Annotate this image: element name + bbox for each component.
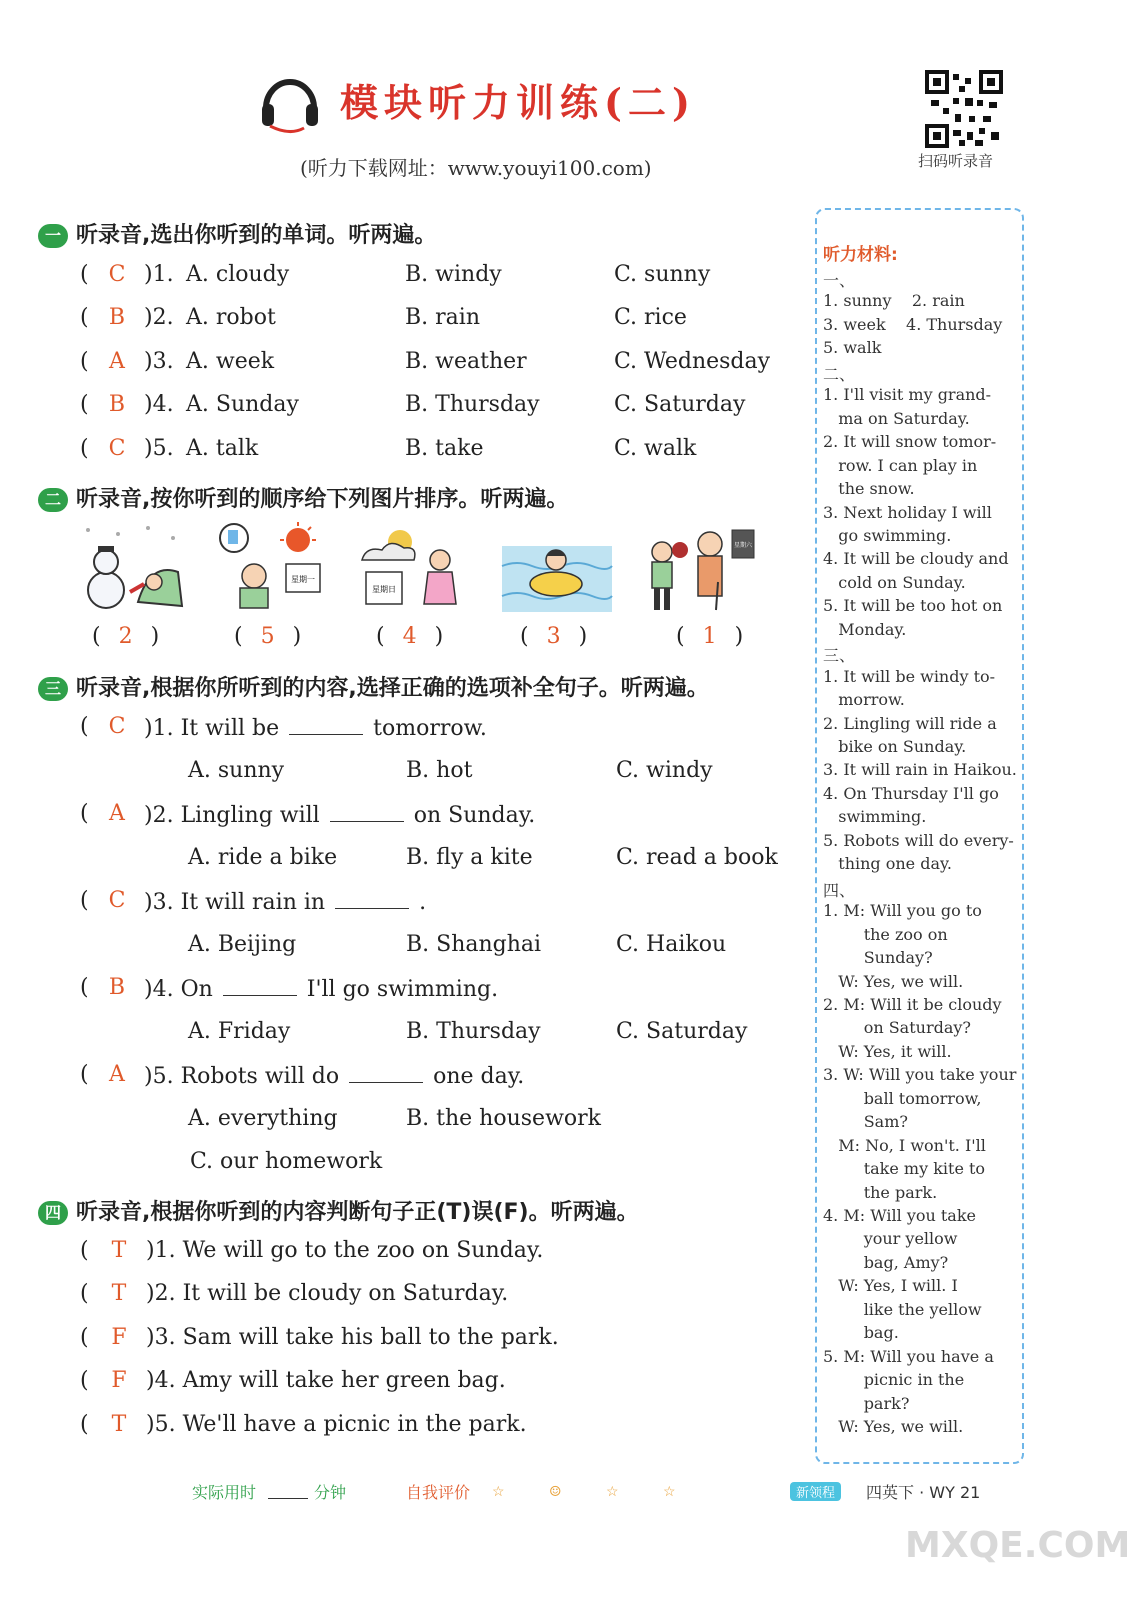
section-4-badge: 四: [38, 1201, 68, 1225]
answer-mark[interactable]: C: [108, 714, 126, 739]
listening-script-line: 二、: [823, 364, 856, 384]
stem-post: .: [419, 890, 427, 915]
option-a[interactable]: A. cloudy: [186, 262, 290, 287]
listening-script-line: go swimming.: [823, 525, 952, 545]
listening-script-line: ma on Saturday.: [823, 408, 970, 428]
question-row: (: [80, 392, 89, 417]
option-a[interactable]: A. talk: [186, 436, 259, 461]
listening-script-line: W: Yes, we will.: [823, 1417, 964, 1437]
download-url: (听力下载网址：www.youyi100.com): [300, 156, 652, 180]
question-stem: [144, 888, 426, 915]
question-stem: [144, 714, 487, 741]
question-row: (: [80, 262, 89, 287]
self-eval-label: 自我评价: [406, 1483, 471, 1502]
question-row: (: [80, 305, 89, 330]
question-number: )4.: [144, 392, 174, 417]
section-4-heading-text: 听录音,根据你听到的内容判断句子正(T)误(F)。听两遍。: [76, 1200, 639, 1225]
option-b[interactable]: B. hot: [406, 758, 473, 783]
listening-script-line: W: Yes, I will. I: [823, 1276, 958, 1296]
option-c[interactable]: C. our homework: [190, 1149, 383, 1174]
option-c[interactable]: C. walk: [614, 436, 697, 461]
qr-label: 扫码听录音: [918, 152, 994, 170]
order-blank: ( 5 ): [234, 624, 302, 649]
listening-script-line: 2. Lingling will ride a: [823, 713, 997, 733]
option-a[interactable]: A. Friday: [188, 1019, 291, 1044]
listening-script-line: the park.: [823, 1182, 938, 1202]
stem-post: I'll go swimming.: [306, 977, 499, 1002]
listening-script-line: park?: [823, 1393, 910, 1413]
option-b[interactable]: B. Thursday: [405, 392, 540, 417]
sign-text: 星期日: [372, 585, 396, 594]
listening-script-line: 5. M: Will you have a: [823, 1346, 994, 1366]
order-blank: ( 1 ): [676, 624, 744, 649]
listening-script-line: 4. M: Will you take: [823, 1206, 977, 1225]
statement: )5. We'll have a picnic in the park.: [146, 1412, 527, 1437]
headphones-icon: [258, 68, 322, 134]
fill-blank[interactable]: [349, 1062, 423, 1083]
section-3-heading-text: 听录音,根据你所听到的内容,选择正确的选项补全句子。听两遍。: [76, 676, 709, 701]
fill-blank[interactable]: [223, 975, 297, 996]
option-b[interactable]: B. Shanghai: [406, 932, 542, 957]
answer-mark[interactable]: A: [109, 349, 125, 374]
option-a[interactable]: A. robot: [186, 305, 276, 330]
question-stem: [144, 801, 535, 828]
section-4-heading: [38, 1195, 639, 1226]
question-stem: [144, 975, 498, 1002]
option-a[interactable]: A. sunny: [188, 758, 285, 783]
brand-badge: 新领程: [790, 1482, 841, 1501]
question-number: )5.: [144, 436, 174, 461]
option-a[interactable]: A. Beijing: [188, 932, 297, 957]
stem-post: tomorrow.: [373, 716, 487, 741]
answer-mark[interactable]: A: [109, 801, 125, 826]
option-a[interactable]: A. ride a bike: [188, 845, 338, 870]
listening-script-line: Monday.: [823, 619, 907, 639]
order-blank: ( 3 ): [520, 624, 588, 649]
listening-script-line: 1. M: Will you go to: [823, 901, 982, 921]
listening-script-line: 3. Next holiday I will: [823, 502, 992, 522]
fill-blank[interactable]: [330, 801, 404, 822]
listening-script-line: morrow.: [823, 690, 905, 710]
option-c[interactable]: C. Saturday: [616, 1019, 748, 1044]
answer-mark[interactable]: C: [108, 888, 126, 913]
sign-text: 星期一: [291, 575, 315, 584]
section-3-heading: [38, 671, 709, 702]
question-row: (: [80, 714, 89, 739]
option-a[interactable]: A. everything: [188, 1106, 338, 1131]
answer-mark[interactable]: F: [111, 1325, 127, 1350]
option-c[interactable]: C. sunny: [614, 262, 711, 287]
listening-script-line: thing one day.: [823, 854, 953, 874]
order-blank: ( 2 ): [92, 624, 160, 649]
listening-script-line: 3. W: Will you take your: [823, 1065, 1017, 1085]
answer-mark[interactable]: A: [109, 1062, 125, 1087]
snowman-picture: [78, 522, 188, 612]
stem-pre: )2. Lingling will: [144, 803, 320, 828]
question-number: )1.: [144, 262, 174, 287]
section-2-badge: 二: [38, 488, 68, 512]
question-row: (: [80, 975, 89, 1000]
option-c[interactable]: C. windy: [616, 758, 713, 783]
listening-script-line: the zoo on: [823, 924, 948, 944]
answer-mark[interactable]: T: [111, 1412, 127, 1437]
question-stem: [144, 1062, 524, 1089]
listening-script-line: swimming.: [823, 807, 927, 827]
answer-mark[interactable]: C: [108, 262, 126, 287]
section-1-badge: 一: [38, 224, 68, 248]
visit-grandma-picture: [646, 522, 756, 612]
time-unit: 分钟: [314, 1483, 347, 1502]
question-number: )3.: [144, 349, 174, 374]
rating-icons[interactable]: [492, 1484, 676, 1500]
order-answer[interactable]: 3: [546, 624, 561, 649]
section-2-heading-text: 听录音,按你听到的顺序给下列图片排序。听两遍。: [76, 487, 569, 512]
stem-pre: )1. It will be: [144, 716, 280, 741]
listening-script-line: 三、: [823, 646, 856, 666]
listening-script-line: 5. Robots will do every-: [823, 830, 1014, 850]
time-blank[interactable]: [268, 1498, 308, 1499]
star-icon[interactable]: ☆: [492, 1484, 505, 1500]
listening-script-line: row. I can play in: [823, 455, 978, 475]
answer-mark[interactable]: T: [111, 1238, 127, 1263]
listening-script-line: 1. I'll visit my grand-: [823, 385, 992, 405]
listening-script-line: your yellow: [823, 1229, 958, 1249]
question-row: (: [80, 888, 89, 913]
option-b[interactable]: B. weather: [405, 349, 527, 374]
listening-script-line: 四、: [823, 880, 856, 900]
stem-post: on Sunday.: [413, 803, 536, 828]
statement: )4. Amy will take her green bag.: [146, 1368, 506, 1393]
question-row: (: [80, 1325, 89, 1350]
statement: )3. Sam will take his ball to the park.: [146, 1325, 559, 1350]
listening-script-title: 听力材料:: [823, 245, 898, 265]
listening-script-line: take my kite to: [823, 1159, 986, 1179]
option-b[interactable]: B. Thursday: [406, 1019, 541, 1044]
listening-script-line: 4. It will be cloudy and: [823, 549, 1009, 569]
listening-script-line: Sam?: [823, 1112, 908, 1132]
option-c[interactable]: C. read a book: [616, 845, 778, 870]
stem-pre: )4. On: [144, 977, 213, 1002]
option-c[interactable]: C. rice: [614, 305, 687, 330]
order-blank: ( 4 ): [376, 624, 444, 649]
question-row: (: [80, 436, 89, 461]
answer-mark[interactable]: C: [108, 436, 126, 461]
question-row: (: [80, 801, 89, 826]
listening-script-line: 3. week 4. Thursday: [823, 314, 1003, 334]
listening-script-line: 3. It will rain in Haikou.: [823, 760, 1017, 780]
option-c[interactable]: C. Saturday: [614, 392, 746, 417]
answer-mark[interactable]: B: [108, 305, 126, 330]
listening-script-line: 1. sunny 2. rain: [823, 291, 965, 311]
star-icon[interactable]: ☆: [606, 1484, 619, 1500]
listening-script-line: 一、: [823, 271, 856, 290]
order-answer[interactable]: 4: [402, 624, 417, 649]
question-row: (: [80, 349, 89, 374]
fill-blank[interactable]: [335, 888, 409, 909]
qr-code[interactable]: [925, 70, 1003, 148]
section-2-heading: [38, 482, 568, 513]
stem-pre: )5. Robots will do: [144, 1064, 340, 1089]
option-b[interactable]: B. the housework: [406, 1106, 601, 1131]
option-b[interactable]: B. windy: [405, 262, 502, 287]
option-c[interactable]: C. Haikou: [616, 932, 727, 957]
page-number: 四英下 · WY 21: [866, 1483, 981, 1502]
section-3-badge: 三: [38, 677, 68, 701]
listening-script-line: picnic in the: [823, 1370, 965, 1390]
option-c[interactable]: C. Wednesday: [614, 349, 771, 374]
stem-post: one day.: [433, 1064, 525, 1089]
listening-script-line: like the yellow: [823, 1299, 982, 1319]
answer-mark[interactable]: B: [108, 975, 126, 1000]
answer-mark[interactable]: B: [108, 392, 126, 417]
listening-script-line: 4. On Thursday I'll go: [823, 783, 999, 803]
listening-script-line: bag.: [823, 1323, 899, 1343]
listening-script-line: 2. It will snow tomor-: [823, 432, 997, 452]
sign-text: 星期六: [733, 542, 753, 549]
question-row: (: [80, 1281, 89, 1306]
stem-pre: )3. It will rain in: [144, 890, 326, 915]
option-b[interactable]: B. rain: [405, 305, 480, 330]
statement: )2. It will be cloudy on Saturday.: [146, 1281, 509, 1306]
swimming-picture: [502, 526, 612, 616]
listening-script-line: M: No, I won't. I'll: [823, 1135, 986, 1155]
listening-script-line: W: Yes, it will.: [823, 1041, 952, 1061]
listening-script-line: 2. M: Will it be cloudy: [823, 994, 1002, 1014]
answer-mark[interactable]: F: [111, 1368, 127, 1393]
fill-blank[interactable]: [289, 714, 363, 735]
listening-script-line: bag, Amy?: [823, 1252, 949, 1272]
cloudy-day-picture: [356, 520, 466, 610]
answer-mark[interactable]: T: [111, 1281, 127, 1306]
option-a[interactable]: A. week: [186, 349, 275, 374]
listening-script-line: 5. It will be too hot on: [823, 596, 1003, 616]
section-1-heading: [38, 218, 436, 249]
statement: )1. We will go to the zoo on Sunday.: [146, 1238, 544, 1263]
page-title: 模块听力训练(二): [340, 80, 696, 125]
star-icon[interactable]: ☆: [663, 1484, 676, 1500]
section-1-heading-text: 听录音,选出你听到的单词。听两遍。: [76, 223, 437, 248]
time-label: 实际用时: [192, 1483, 257, 1502]
listening-script-line: 1. It will be windy to-: [823, 666, 996, 686]
question-row: (: [80, 1368, 89, 1393]
watermark: MXQE.COM: [905, 1525, 1130, 1566]
listening-script-line: the snow.: [823, 479, 915, 499]
order-answer[interactable]: 5: [260, 624, 275, 649]
order-answer[interactable]: 1: [702, 624, 717, 649]
order-answer[interactable]: 2: [118, 624, 133, 649]
listening-script-line: ball tomorrow,: [823, 1088, 982, 1108]
listening-script-line: bike on Sunday.: [823, 737, 967, 756]
listening-script-line: cold on Sunday.: [823, 572, 966, 592]
listening-script-line: W: Yes, we will.: [823, 971, 964, 991]
option-b[interactable]: B. take: [405, 436, 484, 461]
hot-day-picture: [216, 520, 326, 610]
option-a[interactable]: A. Sunday: [186, 392, 299, 417]
listening-script-line: Sunday?: [823, 948, 933, 968]
smile-icon[interactable]: ☺: [549, 1484, 562, 1500]
listening-script-line: on Saturday?: [823, 1018, 971, 1038]
option-b[interactable]: B. fly a kite: [406, 845, 533, 870]
question-number: )2.: [144, 305, 174, 330]
question-row: (: [80, 1238, 89, 1263]
question-row: (: [80, 1062, 89, 1087]
listening-script-line: 5. walk: [823, 338, 882, 358]
question-row: (: [80, 1412, 89, 1437]
